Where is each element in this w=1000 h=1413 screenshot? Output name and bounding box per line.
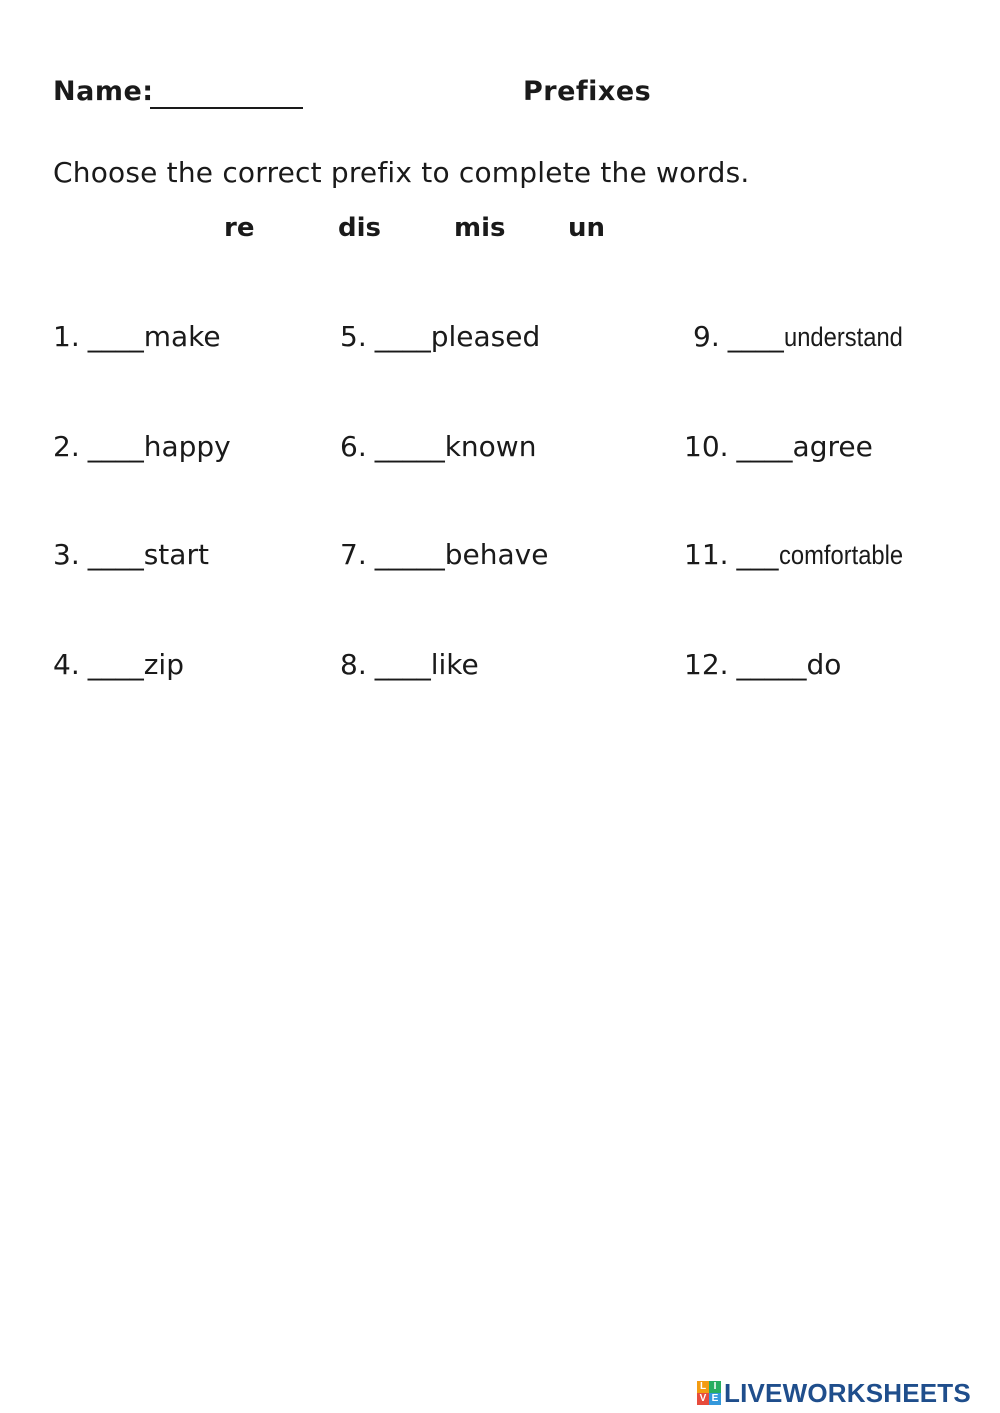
exercise-item-4 (53, 648, 184, 681)
item-number: 6. (340, 430, 367, 463)
exercise-item-6 (340, 430, 536, 463)
exercise-item-10 (684, 430, 873, 463)
item-number: 12. (684, 648, 729, 681)
exercise-item-5 (340, 320, 540, 353)
name-label: Name: (53, 76, 154, 107)
answer-blank[interactable]: ____ (87, 648, 144, 681)
item-number: 11. (684, 538, 729, 571)
exercise-item-1 (53, 320, 221, 353)
answer-blank[interactable]: _____ (374, 430, 445, 463)
answer-blank[interactable]: ___ (736, 538, 779, 571)
answer-blank[interactable]: ____ (736, 430, 793, 463)
exercise-item-11 (684, 538, 920, 571)
logo-text: LIVEWORKSHEETS (724, 1377, 971, 1408)
answer-blank[interactable]: _____ (736, 648, 807, 681)
item-word: zip (143, 648, 184, 681)
item-number: 7. (340, 538, 367, 571)
item-number: 1. (53, 320, 80, 353)
prefix-option-dis: dis (338, 213, 381, 243)
logo-mark-letter: L (697, 1381, 709, 1393)
logo-mark-letter: V (697, 1393, 709, 1405)
item-number: 10. (684, 430, 729, 463)
exercise-item-9 (693, 320, 919, 353)
item-number: 3. (53, 538, 80, 571)
answer-blank[interactable]: ____ (374, 320, 431, 353)
logo-mark-icon (697, 1381, 721, 1405)
item-word: start (143, 538, 209, 571)
answer-blank[interactable]: ____ (87, 320, 144, 353)
answer-blank[interactable]: ____ (727, 320, 784, 353)
instruction-text: Choose the correct prefix to complete the words. (53, 156, 750, 189)
item-word: do (806, 648, 842, 681)
logo-mark-letter: I (709, 1381, 721, 1393)
exercise-item-2 (53, 430, 231, 463)
item-word: comfortable (778, 540, 903, 570)
item-word: behave (444, 538, 549, 571)
prefix-option-mis: mis (454, 213, 506, 243)
item-word: agree (792, 430, 873, 463)
item-word: make (143, 320, 221, 353)
prefix-option-un: un (568, 213, 606, 243)
exercise-item-8 (340, 648, 479, 681)
item-word: like (430, 648, 479, 681)
liveworksheets-logo[interactable] (697, 1378, 971, 1408)
item-number: 5. (340, 320, 367, 353)
exercise-item-3 (53, 538, 209, 571)
exercise-item-7 (340, 538, 548, 571)
answer-blank[interactable]: ____ (87, 430, 144, 463)
item-word: happy (143, 430, 231, 463)
answer-blank[interactable]: ____ (87, 538, 144, 571)
exercise-item-12 (684, 648, 841, 681)
name-answer-line[interactable] (150, 107, 303, 109)
answer-blank[interactable]: _____ (374, 538, 445, 571)
answer-blank[interactable]: ____ (374, 648, 431, 681)
item-word: known (444, 430, 537, 463)
worksheet-title: Prefixes (523, 76, 652, 107)
item-number: 2. (53, 430, 80, 463)
prefix-option-re: re (224, 213, 255, 243)
item-number: 9. (693, 320, 720, 353)
item-word: pleased (430, 320, 541, 353)
item-number: 8. (340, 648, 367, 681)
logo-mark-letter: E (709, 1393, 721, 1405)
item-number: 4. (53, 648, 80, 681)
item-word: understand (783, 322, 903, 352)
